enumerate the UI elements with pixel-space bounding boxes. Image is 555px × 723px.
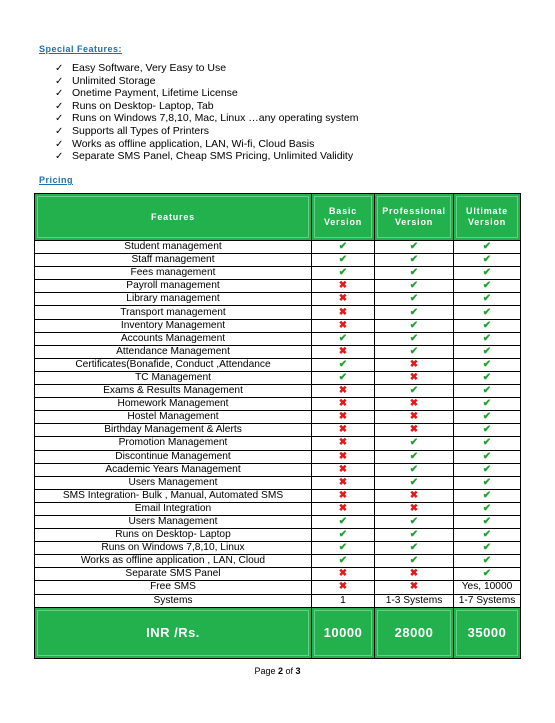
check-icon: ✔	[312, 515, 375, 528]
feature-name-cell: Birthday Management & Alerts	[35, 424, 312, 437]
cross-icon: ✖	[312, 581, 375, 594]
cross-icon: ✖	[312, 424, 375, 437]
feature-name-cell: Transport management	[35, 306, 312, 319]
feature-name-cell: Systems	[35, 594, 312, 607]
cross-icon: ✖	[312, 437, 375, 450]
feature-name-cell: Works as offline application , LAN, Cloud	[35, 555, 312, 568]
feature-name-cell: Runs on Desktop- Laptop	[35, 529, 312, 542]
check-icon: ✔	[375, 555, 454, 568]
check-icon: ✔	[454, 555, 521, 568]
feature-name-cell: Staff management	[35, 254, 312, 267]
check-icon: ✔	[312, 332, 375, 345]
feature-text: Onetime Payment, Lifetime License	[72, 87, 238, 100]
cross-icon: ✖	[312, 398, 375, 411]
check-icon: ✔	[375, 267, 454, 280]
check-icon: ✔	[375, 476, 454, 489]
feature-name-cell: TC Management	[35, 371, 312, 384]
check-icon: ✔	[375, 437, 454, 450]
check-icon: ✔	[454, 398, 521, 411]
table-row	[35, 306, 521, 319]
check-icon: ✔	[312, 542, 375, 555]
checkmark-icon: ✓	[55, 75, 64, 87]
check-icon: ✔	[375, 280, 454, 293]
ultimate-version-column-header: Ultimate Version	[454, 194, 521, 241]
check-icon: ✔	[375, 515, 454, 528]
cross-icon: ✖	[312, 280, 375, 293]
table-row	[35, 267, 521, 280]
check-icon: ✔	[454, 267, 521, 280]
check-icon: ✔	[454, 345, 521, 358]
feature-name-cell: Exams & Results Management	[35, 385, 312, 398]
checkmark-icon: ✓	[55, 138, 64, 150]
check-icon: ✔	[312, 371, 375, 384]
cross-icon: ✖	[312, 568, 375, 581]
cross-icon: ✖	[375, 371, 454, 384]
checkmark-icon: ✓	[55, 151, 64, 163]
cross-icon: ✖	[312, 411, 375, 424]
check-icon: ✔	[454, 489, 521, 502]
feature-name-cell: Separate SMS Panel	[35, 568, 312, 581]
check-icon: ✔	[454, 358, 521, 371]
cross-icon: ✖	[312, 319, 375, 332]
price-row	[35, 607, 521, 658]
check-icon: ✔	[312, 267, 375, 280]
checkmark-icon: ✓	[55, 88, 64, 100]
feature-text: Unlimited Storage	[72, 74, 156, 87]
ultimate-price-cell: 35000	[454, 607, 521, 658]
professional-price-cell: 28000	[375, 607, 454, 658]
basic-version-column-header: Basic Version	[312, 194, 375, 241]
page-of: of	[283, 666, 296, 676]
cross-icon: ✖	[312, 476, 375, 489]
cross-icon: ✖	[312, 463, 375, 476]
table-row	[35, 424, 521, 437]
cross-icon: ✖	[375, 489, 454, 502]
price-label-cell: INR /Rs.	[35, 607, 312, 658]
feature-name-cell: Certificates(Bonafide, Conduct ,Attendance	[35, 358, 312, 371]
check-icon: ✔	[454, 411, 521, 424]
table-row	[35, 254, 521, 267]
feature-text: Works as offline application, LAN, Wi-fi, Cloud Basis	[72, 137, 315, 150]
check-icon: ✔	[454, 529, 521, 542]
checkmark-icon: ✓	[55, 125, 64, 137]
feature-name-cell: Fees management	[35, 267, 312, 280]
basic-price-cell: 10000	[312, 607, 375, 658]
table-row	[35, 489, 521, 502]
cross-icon: ✖	[375, 424, 454, 437]
check-icon: ✔	[454, 515, 521, 528]
check-icon: ✔	[454, 306, 521, 319]
pricing-table	[34, 193, 521, 659]
check-icon: ✔	[312, 241, 375, 254]
check-icon: ✔	[454, 542, 521, 555]
table-row	[35, 293, 521, 306]
check-icon: ✔	[375, 542, 454, 555]
feature-name-cell: Discontinue Management	[35, 450, 312, 463]
check-icon: ✔	[454, 319, 521, 332]
value-cell: 1	[312, 594, 375, 607]
cross-icon: ✖	[312, 385, 375, 398]
feature-name-cell: Email Integration	[35, 502, 312, 515]
cross-icon: ✖	[312, 306, 375, 319]
check-icon: ✔	[375, 345, 454, 358]
check-icon: ✔	[312, 555, 375, 568]
feature-item	[55, 87, 359, 100]
table-row	[35, 542, 521, 555]
cross-icon: ✖	[312, 345, 375, 358]
feature-item	[55, 150, 359, 163]
check-icon: ✔	[375, 306, 454, 319]
check-icon: ✔	[375, 293, 454, 306]
table-row	[35, 568, 521, 581]
feature-name-cell: Academic Years Management	[35, 463, 312, 476]
cross-icon: ✖	[312, 502, 375, 515]
check-icon: ✔	[454, 502, 521, 515]
value-cell: 1-3 Systems	[375, 594, 454, 607]
special-features-list	[55, 62, 359, 163]
check-icon: ✔	[312, 529, 375, 542]
feature-name-cell: Free SMS	[35, 581, 312, 594]
page-footer	[0, 666, 555, 676]
check-icon: ✔	[454, 437, 521, 450]
page-prefix: Page	[254, 666, 278, 676]
feature-item	[55, 62, 359, 75]
professional-version-column-header: Professional Version	[375, 194, 454, 241]
feature-name-cell: Payroll management	[35, 280, 312, 293]
feature-text: Easy Software, Very Easy to Use	[72, 62, 227, 74]
check-icon: ✔	[375, 463, 454, 476]
check-icon: ✔	[375, 385, 454, 398]
table-row	[35, 398, 521, 411]
check-icon: ✔	[375, 529, 454, 542]
check-icon: ✔	[312, 358, 375, 371]
check-icon: ✔	[375, 319, 454, 332]
check-icon: ✔	[375, 241, 454, 254]
feature-item	[55, 112, 359, 125]
cross-icon: ✖	[375, 358, 454, 371]
value-cell: Yes, 10000	[454, 581, 521, 594]
checkmark-icon: ✓	[55, 100, 64, 112]
feature-name-cell: Promotion Management	[35, 437, 312, 450]
pricing-header-row	[35, 194, 521, 241]
table-row	[35, 476, 521, 489]
feature-item	[55, 125, 359, 138]
feature-name-cell: Homework Management	[35, 398, 312, 411]
cross-icon: ✖	[375, 411, 454, 424]
feature-name-cell: Hostel Management	[35, 411, 312, 424]
feature-item	[55, 75, 359, 88]
feature-text: Separate SMS Panel, Cheap SMS Pricing, Unlimited Validity	[72, 150, 354, 163]
check-icon: ✔	[454, 385, 521, 398]
feature-name-cell: Users Management	[35, 515, 312, 528]
check-icon: ✔	[454, 254, 521, 267]
cross-icon: ✖	[312, 489, 375, 502]
feature-name-cell: Library management	[35, 293, 312, 306]
feature-item	[55, 138, 359, 151]
table-row	[35, 515, 521, 528]
feature-name-cell: Accounts Management	[35, 332, 312, 345]
check-icon: ✔	[454, 463, 521, 476]
check-icon: ✔	[375, 254, 454, 267]
check-icon: ✔	[312, 254, 375, 267]
table-row	[35, 463, 521, 476]
table-row	[35, 371, 521, 384]
table-row	[35, 280, 521, 293]
check-icon: ✔	[454, 280, 521, 293]
table-row	[35, 437, 521, 450]
feature-text: Runs on Windows 7,8,10, Mac, Linux …any operating system	[72, 112, 359, 125]
feature-name-cell: Inventory Management	[35, 319, 312, 332]
table-row	[35, 450, 521, 463]
cross-icon: ✖	[312, 293, 375, 306]
table-row	[35, 319, 521, 332]
table-row	[35, 581, 521, 594]
features-column-header: Features	[35, 194, 312, 241]
feature-name-cell: Attendance Management	[35, 345, 312, 358]
table-row	[35, 529, 521, 542]
table-row	[35, 385, 521, 398]
table-row	[35, 241, 521, 254]
check-icon: ✔	[454, 476, 521, 489]
check-icon: ✔	[454, 424, 521, 437]
cross-icon: ✖	[375, 568, 454, 581]
feature-name-cell: Runs on Windows 7,8,10, Linux	[35, 542, 312, 555]
table-row	[35, 332, 521, 345]
checkmark-icon: ✓	[55, 63, 64, 74]
feature-item	[55, 100, 359, 113]
feature-text: Supports all Types of Printers	[72, 124, 209, 137]
cross-icon: ✖	[312, 450, 375, 463]
check-icon: ✔	[454, 332, 521, 345]
check-icon: ✔	[454, 371, 521, 384]
table-row	[35, 345, 521, 358]
table-row	[35, 502, 521, 515]
check-icon: ✔	[454, 241, 521, 254]
feature-text: Runs on Desktop- Laptop, Tab	[72, 99, 214, 112]
cross-icon: ✖	[375, 502, 454, 515]
cross-icon: ✖	[375, 398, 454, 411]
check-icon: ✔	[454, 450, 521, 463]
checkmark-icon: ✓	[55, 113, 64, 125]
cross-icon: ✖	[375, 581, 454, 594]
table-row	[35, 594, 521, 607]
feature-name-cell: SMS Integration- Bulk , Manual, Automated SMS	[35, 489, 312, 502]
check-icon: ✔	[375, 332, 454, 345]
check-icon: ✔	[375, 450, 454, 463]
check-icon: ✔	[454, 568, 521, 581]
table-row	[35, 411, 521, 424]
pricing-heading: Pricing	[39, 175, 74, 185]
feature-name-cell: Users Management	[35, 476, 312, 489]
feature-name-cell: Student management	[35, 241, 312, 254]
table-row	[35, 555, 521, 568]
special-features-heading: Special Features:	[39, 44, 123, 54]
page-total: 3	[295, 666, 301, 676]
value-cell: 1-7 Systems	[454, 594, 521, 607]
table-row	[35, 358, 521, 371]
check-icon: ✔	[454, 293, 521, 306]
page-current: 2	[277, 666, 283, 676]
